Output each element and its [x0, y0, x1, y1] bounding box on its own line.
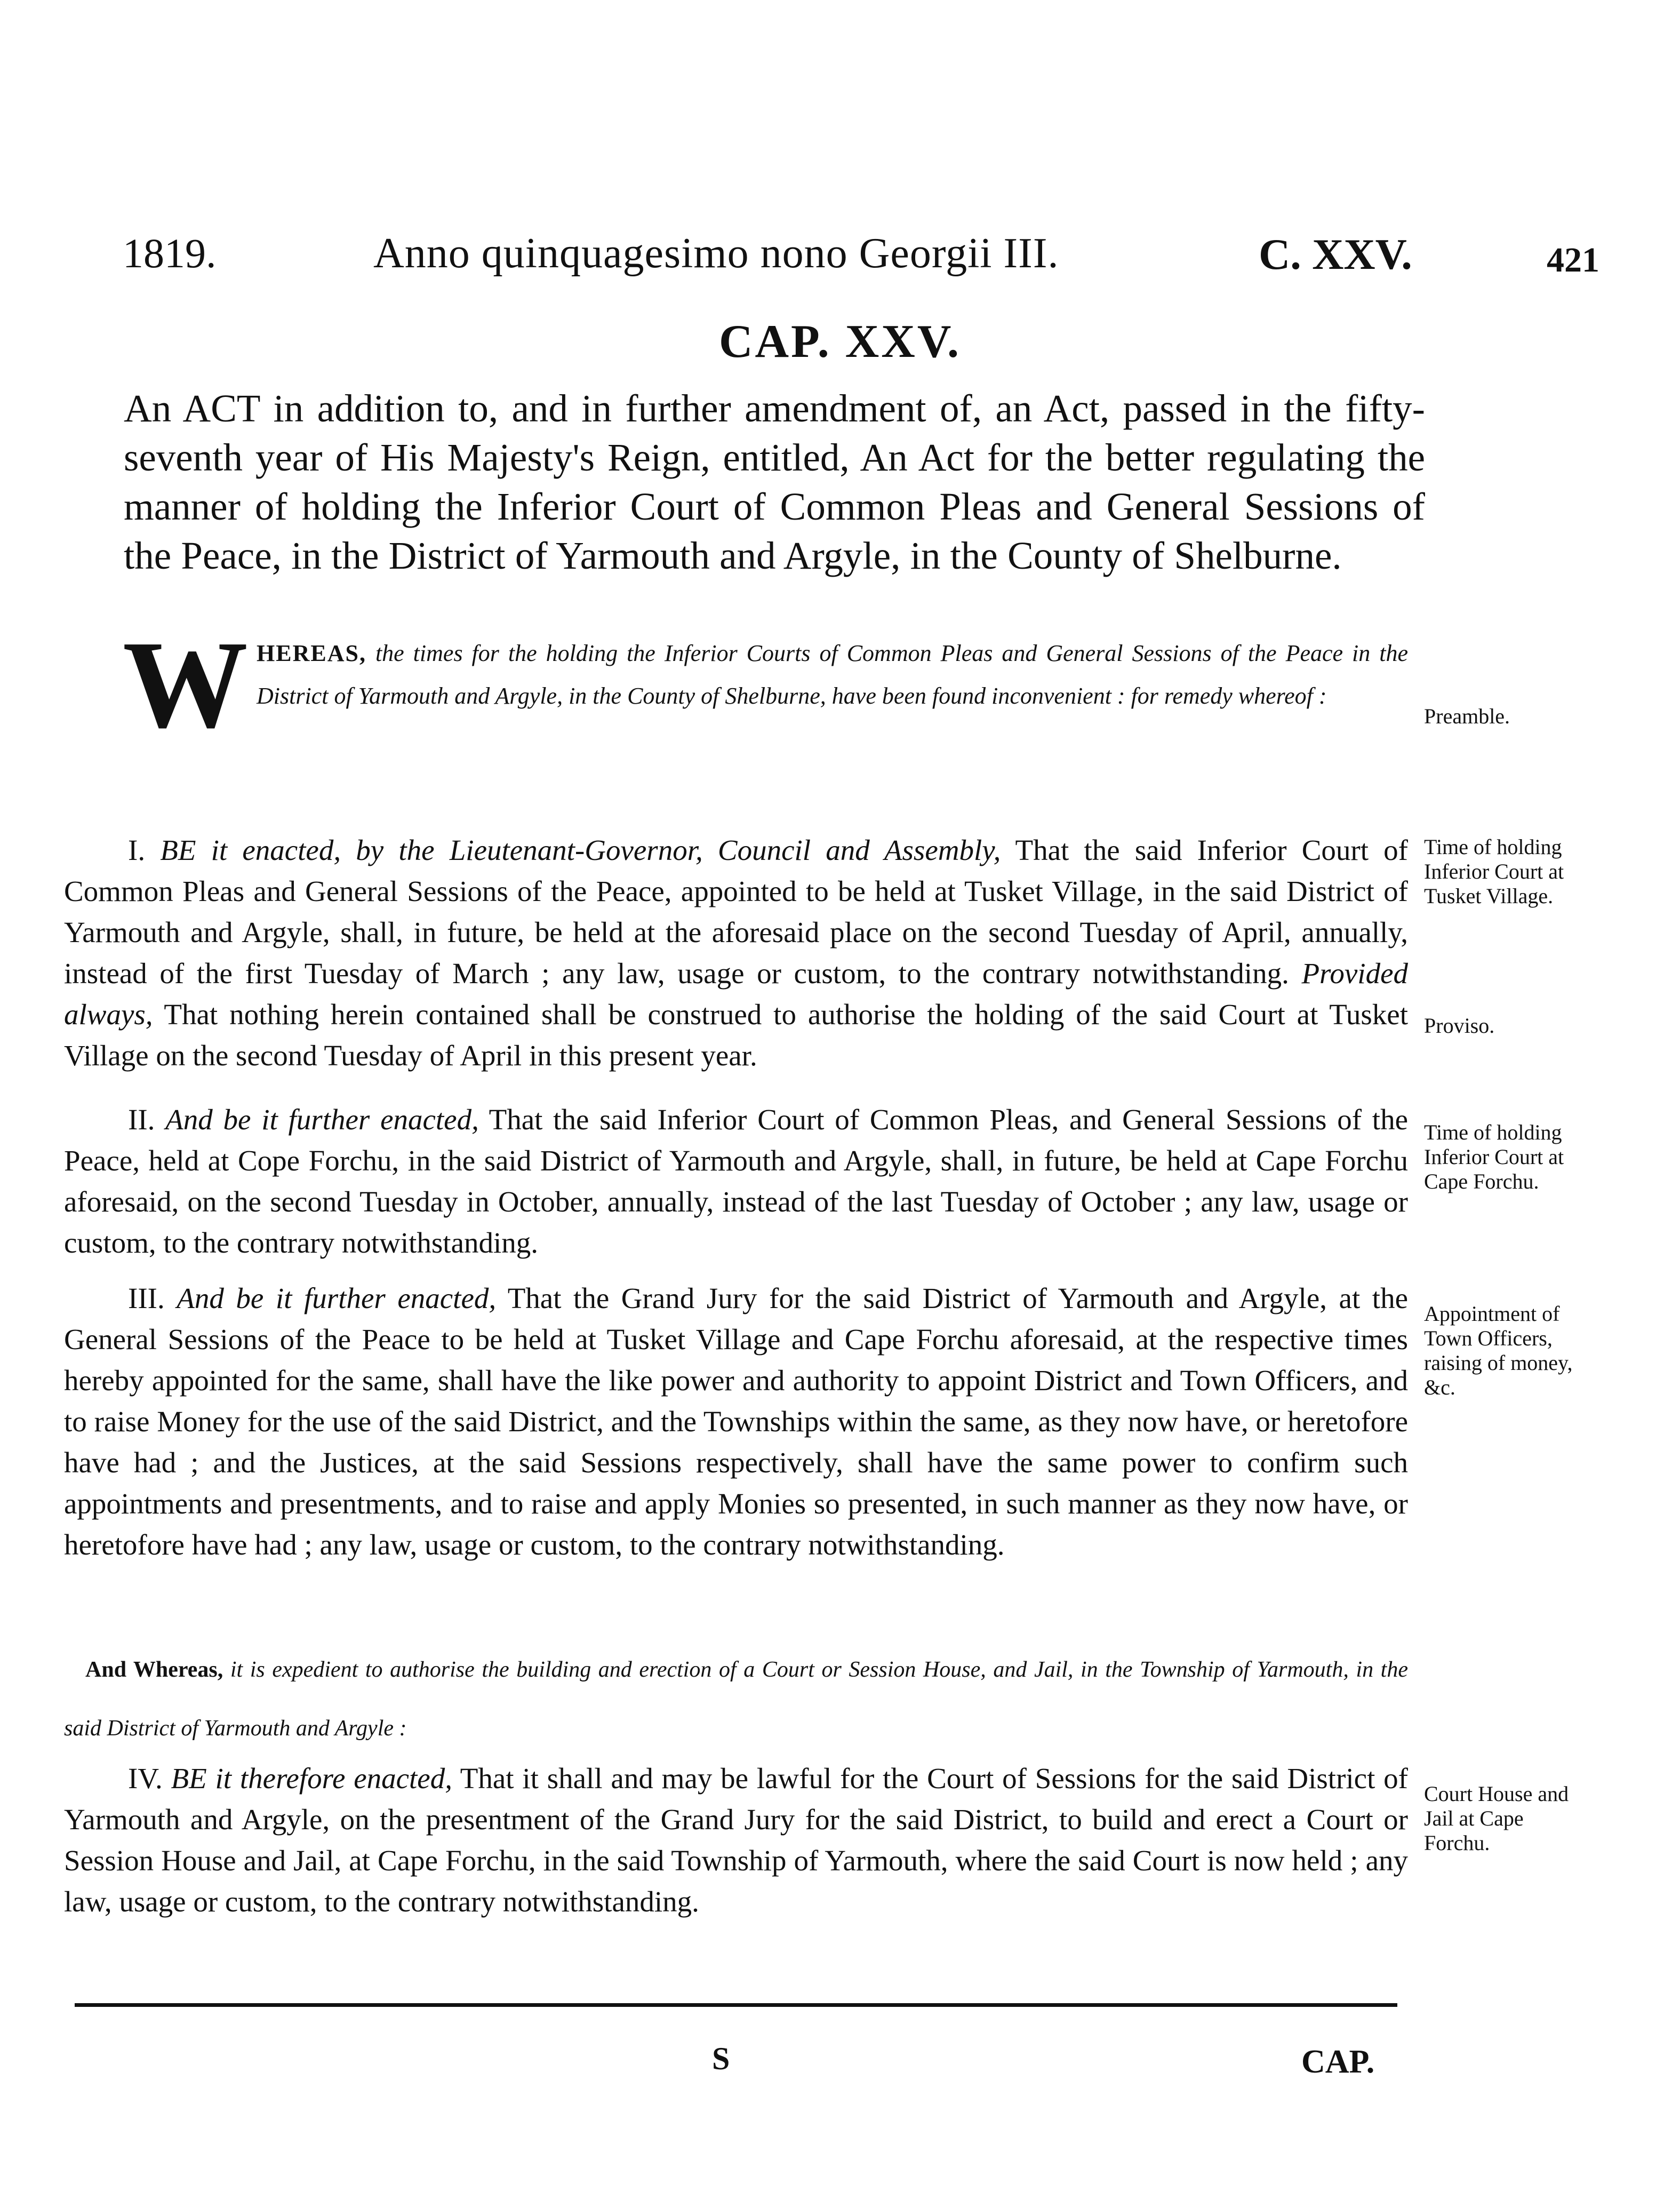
header-year: 1819. — [123, 230, 217, 276]
section-text: That the said Inferior Court of Common Pleas and General Sessions of the Peace, appointed to be held at Tusket Village, in the said District of Yarmouth and Argyle, shall, in future, be held at the aforesaid place on the second Tuesday of April, annually, instead of the first Tuesday of March ; any law, usage or custom, to the contrary notwithstanding. — [64, 834, 1408, 990]
enacting-clause: And be it further enacted, — [177, 1282, 497, 1314]
second-whereas — [64, 1640, 1408, 1758]
section-number: I. — [128, 834, 146, 866]
whereas-lead: And Whereas, — [85, 1657, 223, 1682]
catchword: CAP. — [1301, 2044, 1375, 2080]
section-number: IV. — [128, 1762, 163, 1795]
section-iii — [64, 1278, 1408, 1565]
margin-note-cape-forchu: Time of holding Inferior Court at Cape Forchu. — [1424, 1120, 1564, 1193]
margin-note-preamble: Preamble. — [1424, 704, 1510, 728]
page-number: 421 — [1547, 241, 1599, 280]
enacting-clause: BE it therefore enacted, — [171, 1762, 452, 1795]
header-chapter: C. XXV. — [1259, 230, 1412, 278]
preamble-lead: HEREAS, — [257, 640, 366, 666]
preamble-text: the times for the holding the Inferior Courts of Common Pleas and General Sessions of the Peace in the District of Yarmouth and Argyle, in the County of Shelburne, have been found inconvenient : for remedy whereof : — [257, 640, 1408, 709]
chapter-heading: CAP. XXV. — [718, 316, 962, 368]
section-text: That it shall and may be lawful for the Court of Sessions for the said District of Yarmouth and Argyle, on the presentment of the Grand Jury for the said District, to build and erect a Court or Session House and Jail, at Cape Forchu, in the said Township of Yarmouth, where the said Court is now held ; any law, usage or custom, to the contrary notwithstanding. — [64, 1762, 1408, 1918]
section-iv — [64, 1758, 1408, 1922]
section-number: III. — [128, 1282, 165, 1314]
enacting-clause: BE it enacted, by the Lieutenant-Governor, Council and Assembly, — [160, 834, 1001, 866]
margin-note-court-house: Court House and Jail at Cape Forchu. — [1424, 1782, 1569, 1855]
section-ii — [64, 1099, 1408, 1263]
margin-note-officers: Appointment of Town Officers, raising of money, &c. — [1424, 1302, 1573, 1399]
running-header — [123, 229, 1599, 288]
margin-note-tusket: Time of holding Inferior Court at Tusket Village. — [1424, 835, 1564, 908]
footer-rule — [75, 2003, 1397, 2007]
section-text: That the said Inferior Court of Common Pleas, and General Sessions of the Peace, held at Cope Forchu, in the said District of Yarmouth and Argyle, shall, in future, be held at Cape Forchu aforesaid, on the second Tuesday in October, annually, instead of the last Tuesday of October ; any law, usage or custom, to the contrary notwithstanding. — [64, 1103, 1408, 1259]
section-number: II. — [128, 1103, 155, 1136]
section-i — [64, 830, 1408, 1076]
drop-cap: W — [123, 615, 248, 754]
act-title: An ACT in addition to, and in further amendment of, an Act, passed in the fifty-seventh year of His Majesty's Reign, entitled, An Act for the better regulating the manner of holding the Inferior Court of Common Pleas and General Sessions of the Peace, in the District of Yarmouth and Argyle, in the County of Shelburne. — [124, 387, 1425, 577]
proviso-lead: Provided always, — [64, 957, 1409, 1031]
proviso-text: That nothing herein contained shall be construed to authorise the holding of the said Court at Tusket Village on the second Tuesday of April in this present year. — [64, 998, 1408, 1072]
header-title: Anno quinquagesimo nono Georgii III. — [373, 230, 1059, 277]
section-text: That the Grand Jury for the said District of Yarmouth and Argyle, at the General Sessions of the Peace to be held at Tusket Village and Cape Forchu aforesaid, at the respective times hereby appointed for the same, shall have the like power and authority to appoint District and Town Officers, and to raise Money for the use of the said District, and the Townships within the same, as they now have, or heretofore have had ; and the Justices, at the said Sessions respectively, shall have the same power to confirm such appointments and presentments, and to raise and apply Monies so presented, in such manner as they now have, or heretofore have had ; any law, usage or custom, to the contrary notwithstanding. — [64, 1282, 1408, 1561]
signature-mark: S — [712, 2041, 730, 2076]
margin-note-proviso: Proviso. — [1424, 1014, 1495, 1038]
preamble — [64, 615, 1408, 754]
enacting-clause: And be it further enacted, — [165, 1103, 479, 1136]
whereas-text: it is expedient to authorise the building and erection of a Court or Session House, and Jail, in the Township of Yarmouth, in the said District of Yarmouth and Argyle : — [64, 1657, 1408, 1741]
